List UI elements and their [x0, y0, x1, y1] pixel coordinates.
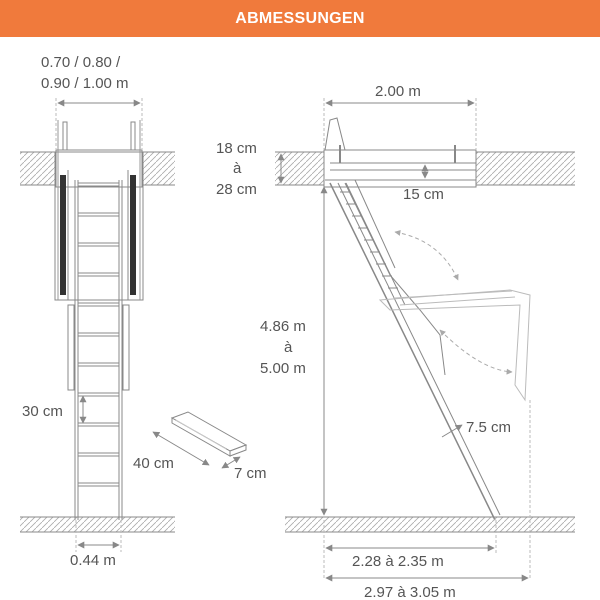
side-ladder-rail-1: [330, 183, 495, 520]
step-thickness-label: 7 cm: [234, 465, 267, 482]
side-view: [275, 98, 575, 580]
front-spring-right: [130, 175, 136, 295]
opening-length-label: 2.00 m: [375, 83, 421, 100]
swing-arc-upper: [395, 232, 458, 280]
height-label-1: 4.86 m: [260, 318, 306, 335]
step-spacing-label: 30 cm: [22, 403, 63, 420]
side-floor: [285, 517, 575, 532]
step-depth-label: 40 cm: [133, 455, 174, 472]
open-hatch: [380, 290, 530, 400]
front-floor: [20, 517, 175, 532]
front-view: [20, 98, 175, 552]
front-width-label-1: 0.70 / 0.80 /: [41, 54, 121, 71]
ceiling-thickness-label-3: 28 cm: [216, 181, 257, 198]
swing-arc-lower: [440, 330, 512, 372]
ladder-width-label: 0.44 m: [70, 552, 116, 569]
swing-space-label: 2.97 à 3.05 m: [364, 584, 456, 600]
front-width-label-2: 0.90 / 1.00 m: [41, 75, 129, 92]
front-spring-left: [60, 175, 66, 295]
front-steps: [78, 183, 119, 486]
ceiling-thickness-label-2: à: [233, 160, 242, 177]
header-title: ABMESSUNGEN: [235, 9, 365, 27]
hatch-thickness-label: 15 cm: [403, 186, 444, 203]
height-label-3: 5.00 m: [260, 360, 306, 377]
footprint-label: 2.28 à 2.35 m: [352, 553, 444, 570]
ceiling-thickness-label-1: 18 cm: [216, 140, 257, 157]
rail-width-label: 7.5 cm: [466, 419, 512, 436]
height-label-2: à: [284, 339, 293, 356]
